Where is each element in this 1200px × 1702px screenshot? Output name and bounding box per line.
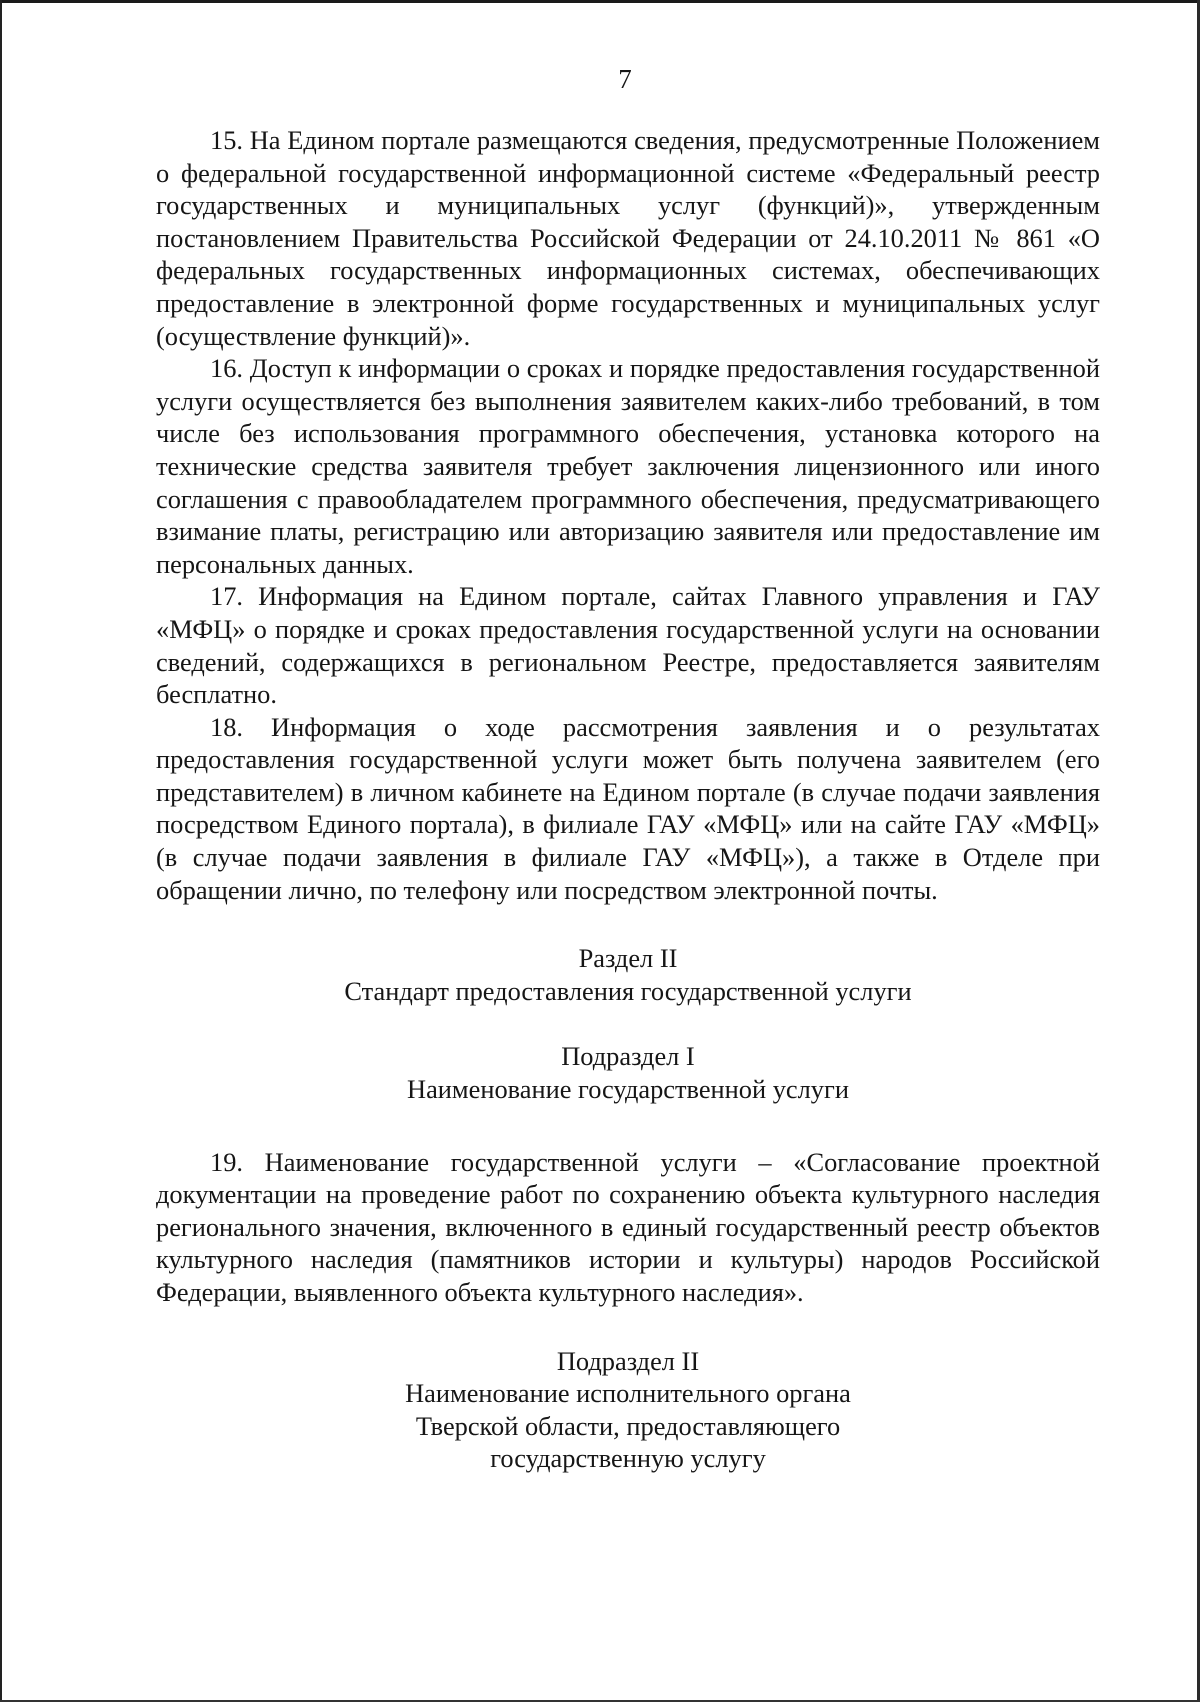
scan-edge-top <box>0 0 1200 3</box>
subsection-2-title-line-2: Тверской области, предоставляющего <box>415 1410 841 1441</box>
subsection-2-title-line-3: государственную услугу <box>490 1443 766 1474</box>
subsection-2-label: Подраздел II <box>556 1345 700 1376</box>
subsection-1-label: Подраздел I <box>561 1041 695 1072</box>
paragraph-19: 19. Наименование государственной услуги – «Согласование проектной документации на проведение работ по сохранению объекта культурного наследия регионального значения, включенного в единый государственный реестр объектов культурного наследия (памятников истории и культуры) народов Российской Федерации, выявленного объекта культурного наследия». <box>156 1146 1100 1307</box>
document-body <box>156 124 1100 1475</box>
subsection-2-title-line-1: Наименование исполнительного органа <box>405 1378 851 1409</box>
subsection-1-title: Наименование государственной услуги <box>407 1074 849 1105</box>
paragraph-16: 16. Доступ к информации о сроках и порядке предоставления государственной услуги осуществляется без выполнения заявителем каких-либо требований, в том числе без использования программного обеспечения, установка которого на технические средства заявителя требует заключения лицензионного или иного соглашения с правообладателем программного обеспечения, предусматривающего взимание платы, регистрацию или авторизацию заявителя или предоставление им персональных данных. <box>156 353 1100 579</box>
paragraph-18: 18. Информация о ходе рассмотрения заявления и о результатах предоставления государственной услуги может быть получена заявителем (его представителем) в личном кабинете на Едином портале (в случае подачи заявления посредством Единого портала), в филиале ГАУ «МФЦ» или на сайте ГАУ «МФЦ» (в случае подачи заявления в филиале ГАУ «МФЦ»), а также в Отделе при обращении лично, по телефону или посредством электронной почты. <box>156 711 1100 905</box>
paragraph-17: 17. Информация на Едином портале, сайтах Главного управления и ГАУ «МФЦ» о порядке и сроках предоставления государственной услуги на основании сведений, содержащихся в региональном Реестре, предоставляется заявителям бесплатно. <box>156 581 1100 710</box>
spacer <box>156 1007 1100 1040</box>
spacer <box>156 1106 1100 1146</box>
spacer <box>156 906 1100 942</box>
spacer <box>156 1309 1100 1345</box>
page-number: 7 <box>618 64 632 94</box>
section-label: Раздел II <box>578 943 678 974</box>
scan-edge-left <box>0 0 2 1702</box>
paragraph-15: 15. На Едином портале размещаются сведения, предусмотренные Положением о федеральной государственной информационной системе «Федеральный реестр государственных и муниципальных услуг (функций)», утвержденным постановлением Правительства Российской Федерации от 24.10.2011 № 861 «О федеральных государственных информационных системах, обеспечивающих предоставление в электронной форме государственных и муниципальных услуг (осуществление функций)». <box>156 125 1100 351</box>
section-title: Стандарт предоставления государственной услуги <box>344 975 912 1006</box>
